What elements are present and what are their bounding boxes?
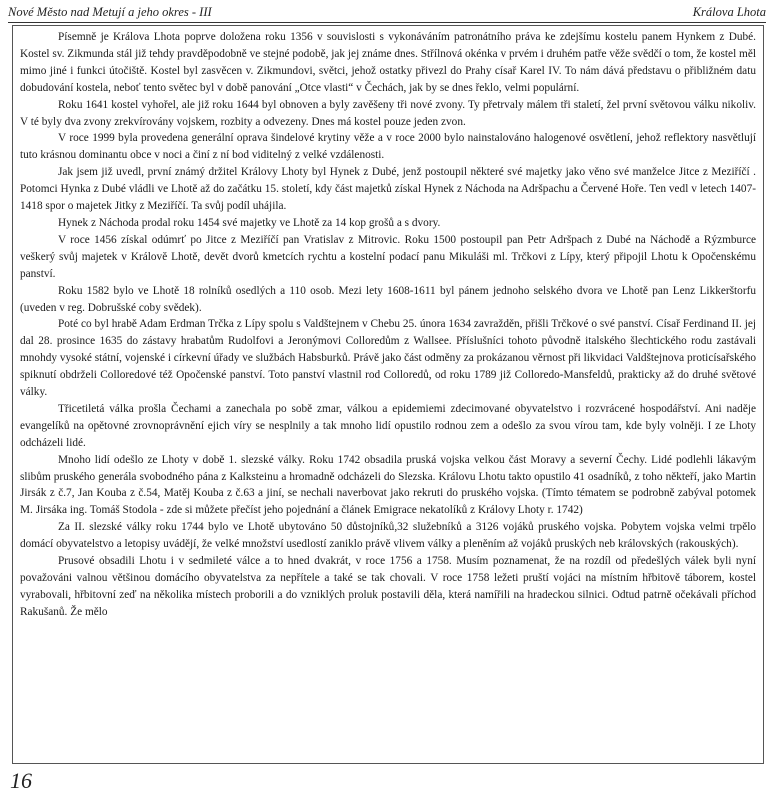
paragraph: V roce 1456 získal odúmrť po Jitce z Meziříčí pan Vratislav z Mitrovic. Roku 1500 postoupil pan Petr Adršpach z Dubé na Náchodě a Rýzmburce veškerý svůj majetek v Královĕ Lhotě, devět dvorů kmetcích rychtu a kostelní podací panu Mikuláši ml. Trčkovi z Lípy, který připojil Lhotu k Opočenskému panství. <box>20 233 756 280</box>
paragraph: Třicetiletá válka prošla Čechami a zanechala po sobě zmar, válkou a epidemiemi zdecimované obyvatelstvo i rozvrácené hospodářství. Ani naděje evangelíků na opětovné zrovnoprávnění ejich víry se nesplnily a tak mnoho lidí opustilo rodnou zem a odešlo za svou vírou tam, kde byly volněji. I ze Lhoty odcházeli lidé. <box>20 402 756 449</box>
paragraph: Poté co byl hrabě Adam Erdman Trčka z Lípy spolu s Valdštejnem v Chebu 25. února 1634 zavražděn, přišli Trčkové o své panství. Císař Ferdinand II. jej dal 28. prosince 1635 do zástavy hrabatům Rudolfovi a Jeronýmovi Colloredům z Wallsee. Příslušníci tohoto původně italského šlechtického rodu zastávali mnohdy vysoké státní, vojenské i církevní úřady ve službách Habsburků. Právě jako část odměny za prokázanou věrnost při likvidaci Valdštejnova proticísařského spiknutí obdrželi Colloredové též Opočenské panství. Toto panství vlastnil rod Colloredů, od roku 1789 již Colloredo-Mansfeldů, prakticky až do druhé světové války. <box>20 318 756 399</box>
header-chapter-title: Králova Lhota <box>692 5 766 19</box>
paragraph: Prusové obsadili Lhotu i v sedmileté válce a to hned dvakrát, v roce 1756 a 1758. Musím poznamenat, že na rozdíl od předešlých válek byli nyní považováni valnou většinou domácího obyvatelstva za nepřítele a také se tak chovali. V roce 1758 ležeti pruští vojáci na místním hřbitově táborem, kostel vyrabovali, hřbitovní zeď na několika místech proborili a do vzniklých proluk postavili děla, která namířili na hradeckou silnici. Odtud patrně očekávali příchod Rakušanů. Že mělo <box>20 555 756 618</box>
page-number: 16 <box>10 768 32 793</box>
header-book-title: Nové Město nad Metují a jeho okres - III <box>8 5 212 19</box>
paragraph: Roku 1641 kostel vyhořel, ale již roku 1644 byl obnoven a byly zavěšeny tři nové zvony. Ty přetrvaly málem tři staletí, žel první světovou válku nikoliv. V té byly dva zvony zrekvírovány vojskem, rozbity a odvezeny. Dnes má kostel pouze jeden zvon. <box>20 98 756 128</box>
paragraph: Hynek z Náchoda prodal roku 1454 své majetky ve Lhotě za 14 kop grošů a s dvory. <box>58 216 441 229</box>
header-divider <box>8 22 766 23</box>
running-header <box>8 3 766 23</box>
paragraph: Písemně je Králova Lhota poprve doložena roku 1356 v souvislosti s vykonáváním patronátního práva ke zdejšímu kostelu panem Hynkem z Dubé. Kostel sv. Zikmunda stál již tehdy pravděpodobně ve stejné podobě, jak jej známe dnes. Střílnová okénka v prvém i druhém patře věže svědčí o tom, že kostel měl mimo jiné i funkci útočiště. Kostel byl zasvěcen v. Zikmundovi, světci, jehož ostatky přivezl do Prahy císař Karel IV. To nám dává představu o přibližném datu dobudování kostela, neboť tento světec byl v době panování „Otce vlasti“ v Čechách, jak by se dnes řeklo, velmi populární. <box>20 31 756 94</box>
body-text <box>20 29 756 621</box>
paragraph: V roce 1999 byla provedena generální oprava šindelové krytiny věže a v roce 2000 bylo nainstalováno halogenové osvětlení, jehož reflektory nasvětlují tuto krásnou dominantu obce v noci a činí z ní bod viditelný z velké vzdálenosti. <box>20 132 756 162</box>
paragraph: Mnoho lidí odešlo ze Lhoty v době 1. slezské války. Roku 1742 obsadila pruská vojska velkou část Moravy a severní Čechy. Lidé podlehli lákavým slibům pruského generála svobodného pána z Kalksteinu a hromadně odcházeli do Slezska. Královu Lhotu takto opustilo 41 osadníků, z toho někteří, jako Martin Jirsák z č.7, Jan Kouba z č.54, Matěj Kouba z č.63 a jiní, se nechali naverbovat jako rekruti do pruského vojska. (Tímto tématem se podrobně zabýval potomek M. Jirsáka ing. Tomáš Stodola - zde si můžete přečíst jeho pojednání a článek Emigrace nekatolíků z Královy Lhoty r. 1742) <box>20 453 756 517</box>
paragraph: Za II. slezské války roku 1744 bylo ve Lhotě ubytováno 50 důstojníků,32 služebníků a 3126 vojáků pruského vojska. Pobytem vojska velmi trpělo domácí obyvatelstvo a letopisy uvádějí, že velké množství usedlostí zaniklo právě vlivem války a pleněním až vojáků pruských neb královských (rakouských). <box>20 521 756 551</box>
paragraph: Jak jsem již uvedl, první známý držitel Královy Lhoty byl Hynek z Dubé, jenž postoupil některé své majetky jako věno své manželce Jitce z Meziříčí . Potomci Hynka z Dubé vládli ve Lhotě až do začátku 15. století, kdy část majetků získal Hynek z Náchoda na Adršpachu a Červené Hoře. Ten vedl v letech 1407-1418 spor o majetek Jitky z Meziříčí. Ta svůj podíl uhájila. <box>20 166 756 213</box>
paragraph: Roku 1582 bylo ve Lhotě 18 rolníků osedlých a 110 osob. Mezi lety 1608-1611 byl pánem jednoho selského dvora ve Lhotě pan Lenz Likkerštorfu (uveden v reg. Dobrušské coby svědek). <box>20 284 756 314</box>
text-frame <box>12 25 764 764</box>
